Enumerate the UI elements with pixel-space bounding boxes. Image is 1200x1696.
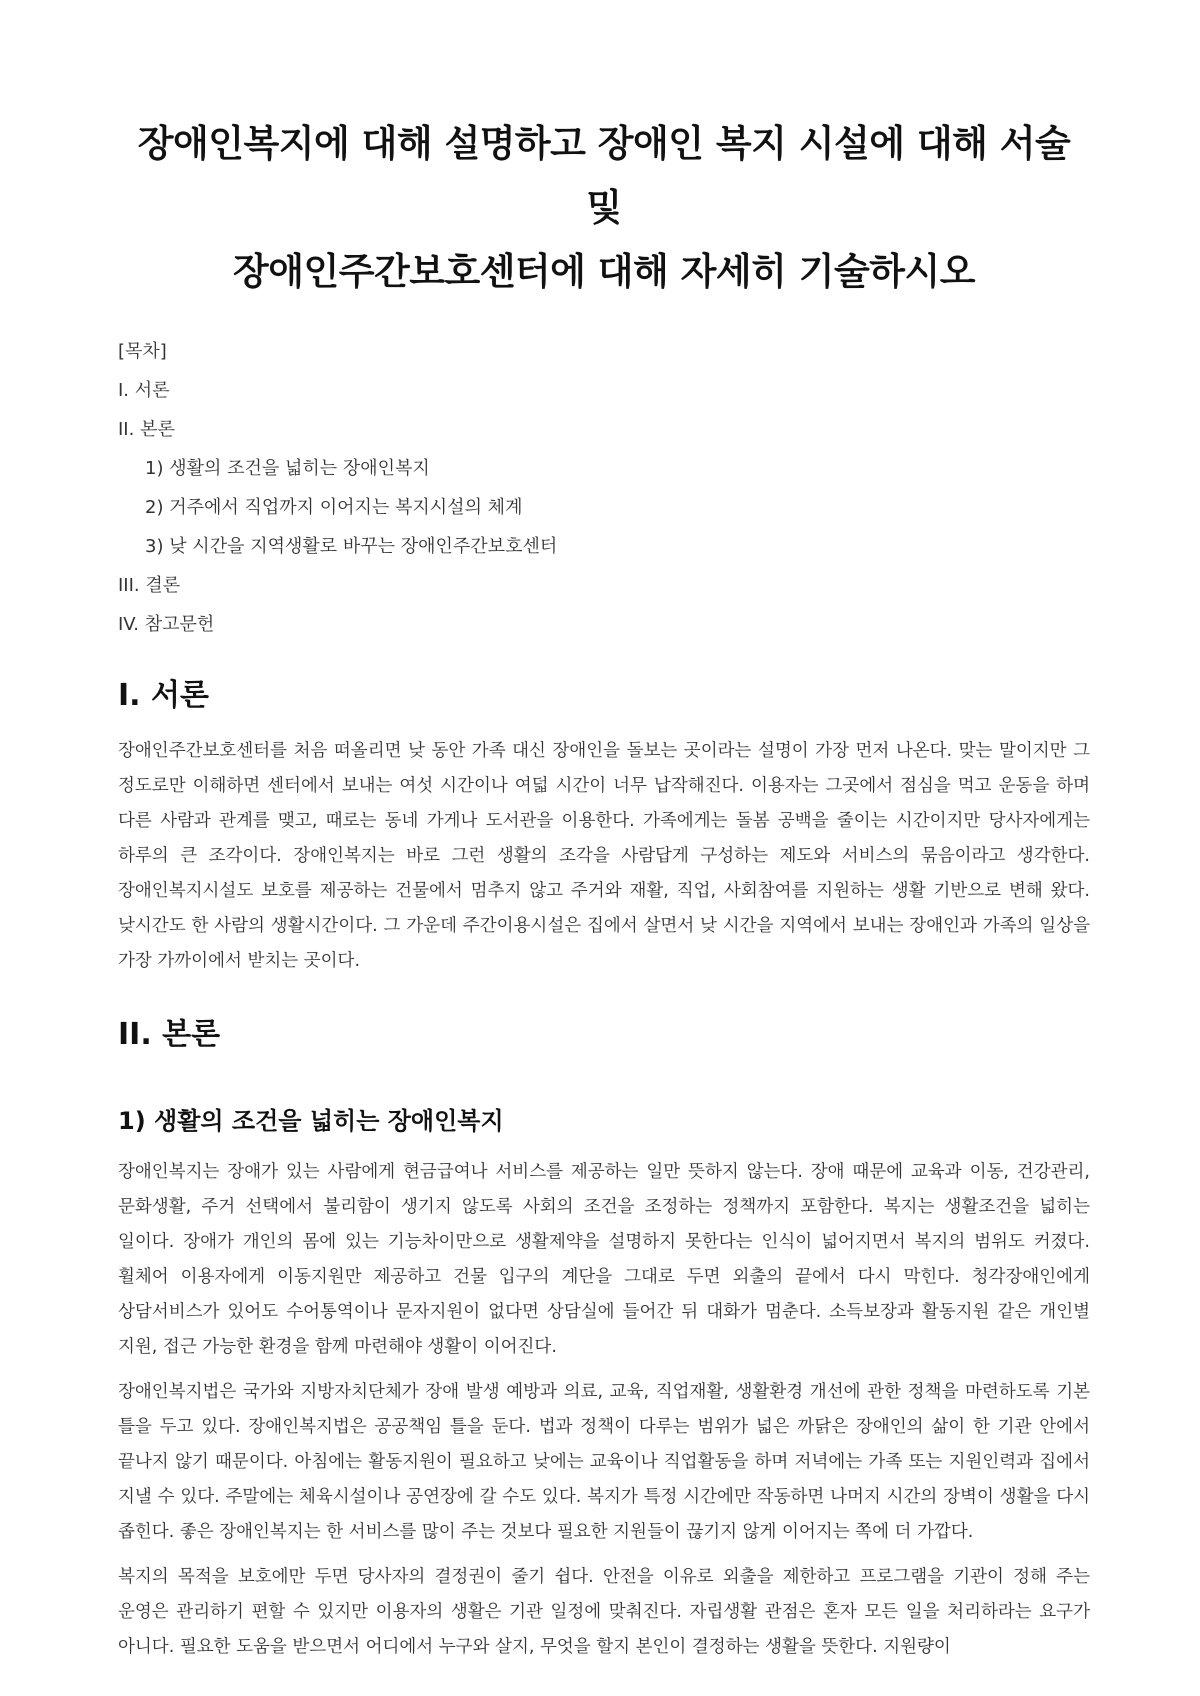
- toc-item-references: IV. 참고문헌: [118, 614, 215, 635]
- section1-paragraph-1: 장애인복지는 장애가 있는 사람에게 현금급여나 서비스를 제공하는 일만 뜻하지 않는다. 장애 때문에 교육과 이동, 건강관리, 문화생활, 주거 선택에서 불리함이 생기지 않도록 사회의 조건을 조정하는 정책까지 포함한다. 복지는 생활조건을 넓히는 일이다. 장애가 개인의 몸에 있는 기능차이만으로 생활제약을 설명하지 못한다는 인식이 넓어지면서 복지의 범위도 커졌다. 휠체어 이용자에게 이동지원만 제공하고 건물 입구의 계단을 그대로 두면 외출의 끝에서 다시 막힌다. 청각장애인에게 상담서비스가 있어도 수어통역이나 문자지원이 없다면 상담실에 들어간 뒤 대화가 멈춘다. 소득보장과 활동지원 같은 개인별 지원, 접근 가능한 환경을 함께 마련해야 생활이 이어진다.: [118, 1162, 1090, 1357]
- toc-item-body-2: 2) 거주에서 직업까지 이어지는 복지시설의 체계: [145, 497, 523, 518]
- subsection-spacer: [118, 1073, 1090, 1099]
- toc-item-conclusion: III. 결론: [118, 575, 181, 596]
- intro-heading: I. 서론: [118, 678, 209, 713]
- section1-paragraph-2: 장애인복지법은 국가와 지방자치단체가 장애 발생 예방과 의료, 교육, 직업재활, 생활환경 개선에 관한 정책을 마련하도록 기본 틀을 두고 있다. 장애인복지법은 공공책임 틀을 둔다. 법과 정책이 다루는 범위가 넓은 까닭은 장애인의 삶이 한 기관 안에서 끝나지 않기 때문이다. 아침에는 활동지원이 필요하고 낮에는 교육이나 직업활동을 하며 저녁에는 가족 또는 지원인력과 집에서 지낼 수 있다. 주말에는 체육시설이나 공연장에 갈 수도 있다. 복지가 특정 시간에만 작동하면 나머지 시간의 장벽이 생활을 다시 좁힌다. 좋은 장애인복지는 한 서비스를 많이 주는 것보다 필요한 지원들이 끊기지 않게 이어지는 쪽에 더 가깝다.: [118, 1382, 1090, 1542]
- toc-item-body: II. 본론: [118, 419, 175, 440]
- toc-item-intro: I. 서론: [118, 380, 170, 401]
- document-title: [118, 112, 1090, 304]
- toc-heading: [목차]: [118, 341, 167, 362]
- table-of-contents: [118, 332, 1090, 644]
- section1-paragraph-3: 복지의 목적을 보호에만 두면 당사자의 결정권이 줄기 쉽다. 안전을 이유로 외출을 제한하고 프로그램을 기관이 정해 주는 운영은 관리하기 편할 수 있지만 이용자의 생활은 기관 일정에 맞춰진다. 자립생활 관점은 혼자 모든 일을 처리하라는 요구가 아니다. 필요한 도움을 받으면서 어디에서 누구와 살지, 무엇을 할지 본인이 결정하는 생활을 뜻한다. 지원량이: [118, 1567, 1090, 1657]
- body-heading: II. 본론: [118, 1017, 221, 1052]
- toc-item-body-3: 3) 낮 시간을 지역생활로 바꾸는 장애인주간보호센터: [145, 536, 558, 557]
- section-spacer: [118, 989, 1090, 1009]
- title-line-1: 장애인복지에 대해 설명하고 장애인 복지 시설에 대해 서술 및: [137, 122, 1071, 229]
- intro-paragraph: 장애인주간보호센터를 처음 떠올리면 낮 동안 가족 대신 장애인을 돌보는 곳이라는 설명이 가장 먼저 나온다. 맞는 말이지만 그 정도로만 이해하면 센터에서 보내는 여섯 시간이나 여덟 시간이 너무 납작해진다. 이용자는 그곳에서 점심을 먹고 운동을 하며 다른 사람과 관계를 맺고, 때로는 동네 가게나 도서관을 이용한다. 가족에게는 돌봄 공백을 줄이는 시간이지만 당사자에게는 하루의 큰 조각이다. 장애인복지는 바로 그런 생활의 조각을 사람답게 구성하는 제도와 서비스의 묶음이라고 생각한다. 장애인복지시설도 보호를 제공하는 건물에서 멈추지 않고 주거와 재활, 직업, 사회참여를 지원하는 생활 기반으로 변해 왔다. 낮시간도 한 사람의 생활시간이다. 그 가운데 주간이용시설은 집에서 살면서 낮 시간을 지역에서 보내는 장애인과 가족의 일상을 가장 가까이에서 받치는 곳이다.: [118, 741, 1090, 971]
- toc-item-body-1: 1) 생활의 조건을 넓히는 장애인복지: [145, 458, 430, 479]
- section1-heading: 1) 생활의 조건을 넓히는 장애인복지: [118, 1107, 504, 1135]
- title-line-2: 장애인주간보호센터에 대해 자세히 기술하시오: [233, 250, 975, 293]
